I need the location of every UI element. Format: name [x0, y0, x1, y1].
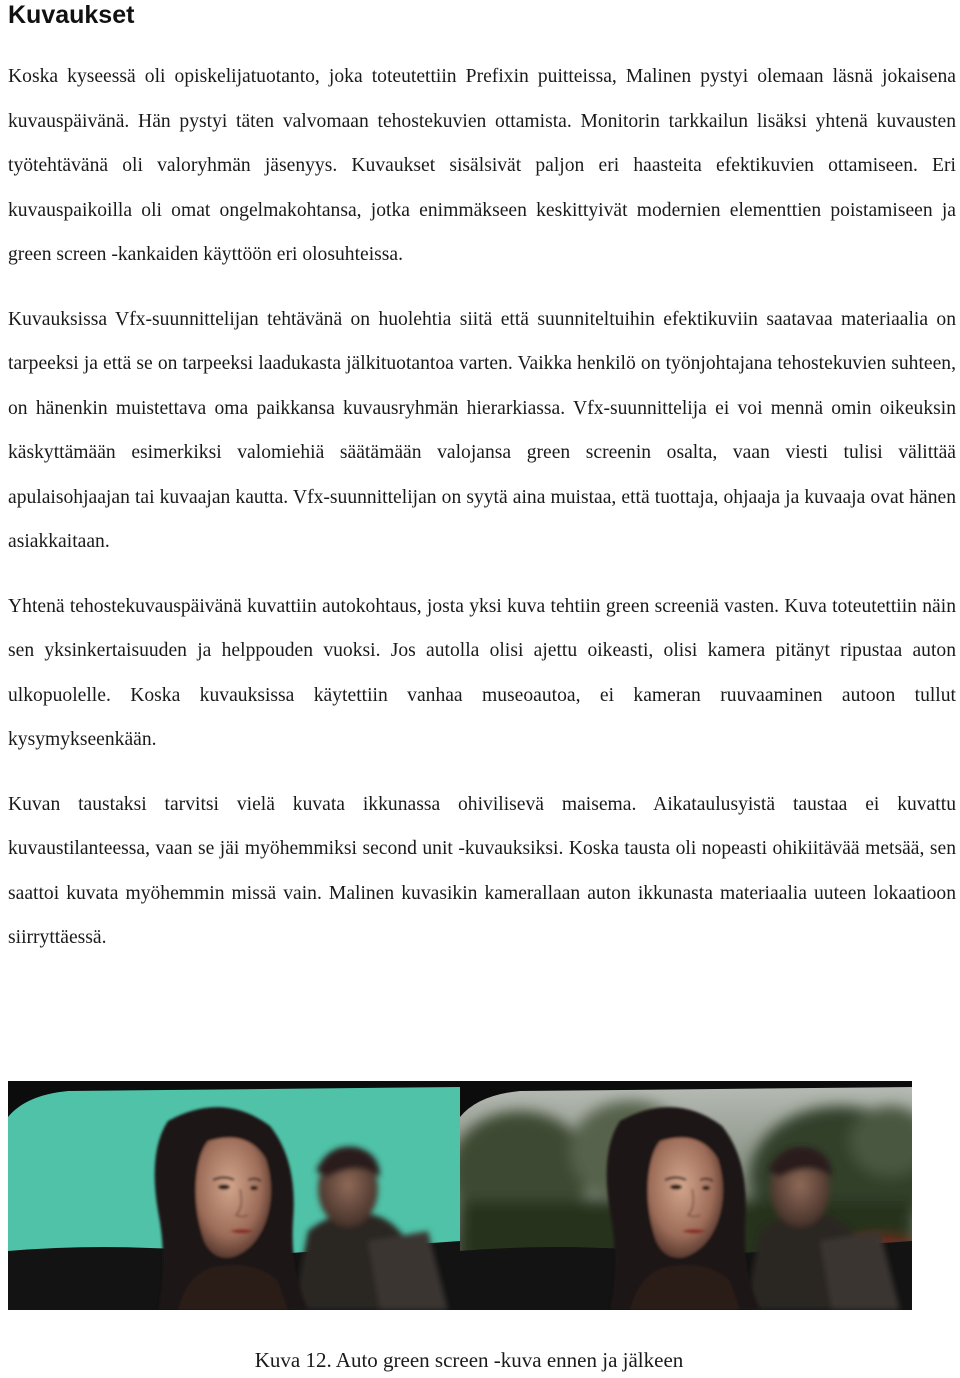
figure-green-screen-comparison: [8, 1081, 912, 1310]
before-photo-illustration: [8, 1081, 460, 1310]
figure-before-image: [8, 1081, 460, 1310]
after-photo-illustration: [460, 1081, 912, 1310]
paragraph-4: Kuvan taustaksi tarvitsi vielä kuvata ikkunassa ohivilisevä maisema. Aikataulusyistä taustaa ei kuvattu kuvaustilanteessa, vaan se jäi myöhemmiksi second unit -kuvauksiksi. Koska tausta oli nopeasti ohikiitävää metsää, sen saattoi kuvata myöhemmin missä vain. Malinen kuvasikin kamerallaan auton ikkunasta materiaalia uuteen lokaatioon siirryttäessä.: [8, 793, 956, 948]
paragraph-2: Kuvauksissa Vfx-suunnittelijan tehtävänä on huolehtia siitä että suunniteltuihin efektikuviin saatavaa materiaalia on tarpeeksi ja että se on tarpeeksi laadukasta jälkituotantoa varten. Vaikka henkilö on työnjohtajana tehostekuvien suhteen, on hänenkin muistettava oma paikkansa kuvausryhmän hierarkiassa. Vfx-suunnittelija ei voi mennä omin oikeuksin käskyttämään esimerkiksi valomiehiä säätämään valojansa green screenin osalta, vaan viesti tulisi välittää apulaisohjaajan tai kuvaajan kautta. Vfx-suunnittelijan on syytä aina muistaa, että tuottaja, ohjaaja ja kuvaaja ovat hänen asiakkaitaan.: [8, 308, 956, 552]
figure-caption: Kuva 12. Auto green screen -kuva ennen ja jälkeen: [254, 1348, 684, 1372]
section-heading: Kuvaukset: [8, 1, 135, 29]
figure-after-image: [460, 1081, 912, 1310]
document-page: [8, 0, 956, 961]
paragraph-1: Koska kyseessä oli opiskelijatuotanto, joka toteutettiin Prefixin puitteissa, Malinen pystyi olemaan läsnä jokaisena kuvauspäivänä. Hän pystyi täten valvomaan tehostekuvien ottamista. Monitorin tarkkailun lisäksi yhtenä kuvausten työtehtävänä oli valoryhmän jäsenyys. Kuvaukset sisälsivät paljon eri haasteita efektikuvien ottamiseen. Eri kuvauspaikoilla oli omat ongelmakohtansa, jotka enimmäkseen keskittyivät modernien elementtien poistamiseen ja green screen -kankaiden käyttöön eri olosuhteissa.: [8, 66, 956, 265]
paragraph-3: Yhtenä tehostekuvauspäivänä kuvattiin autokohtaus, josta yksi kuva tehtiin green screeniä vasten. Kuva toteutettiin näin sen yksinkertaisuuden ja helppouden vuoksi. Jos autolla olisi ajettu oikeasti, olisi kamera pitänyt ripustaa auton ulkopuolelle. Koska kuvauksissa käytettiin vanhaa museoautoa, ei kameran ruuvaaminen autoon tullut kysymykseenkään.: [8, 595, 956, 750]
